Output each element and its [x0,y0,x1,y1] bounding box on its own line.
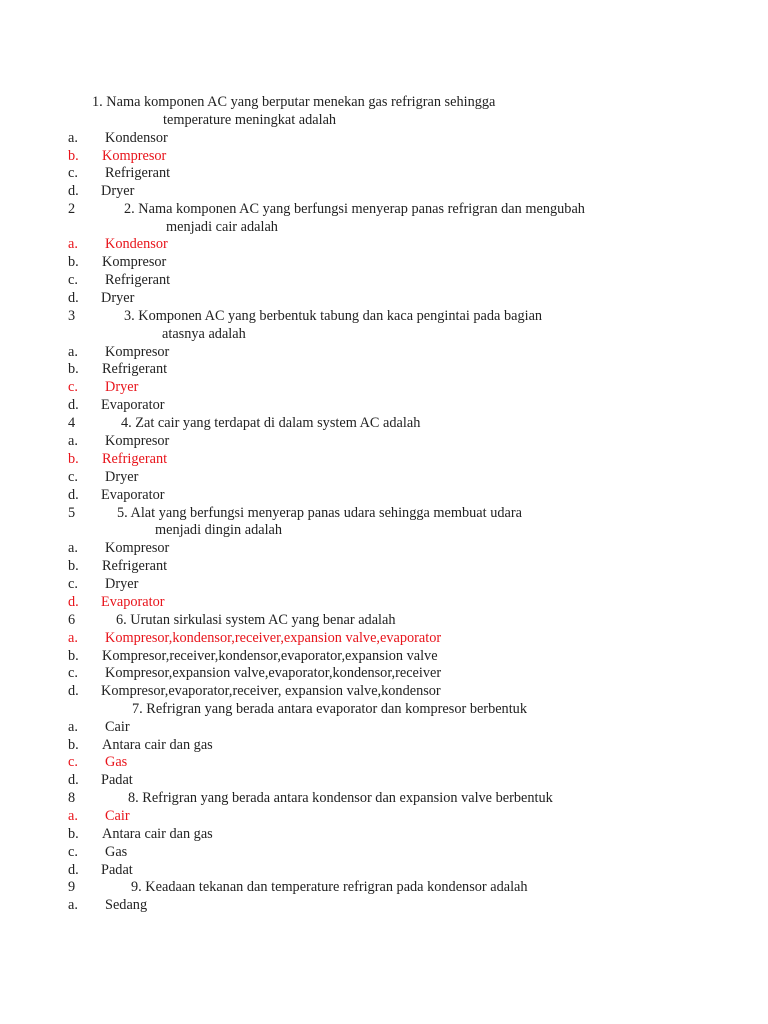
option-marker: a. [68,433,78,449]
option-text: Refrigerant [105,272,171,288]
option-text: Kompresor [105,433,170,449]
option-marker: d. [68,183,79,199]
option-text: Kompresor [105,344,170,360]
option-text: Dryer [105,469,139,485]
option-text: Dryer [101,183,135,199]
option-marker-answer: a. [68,236,78,252]
question-5-text: 5. Alat yang berfungsi menyerap panas udara sehingga membuat udara [117,505,522,521]
option-text-answer: Cair [105,808,130,824]
option-marker: c. [68,844,78,860]
option-marker: a. [68,344,78,360]
question-number: 6 [68,612,76,628]
option-marker-answer: b. [68,148,79,164]
question-number: 8 [68,790,76,806]
option-text: Kompresor,evaporator,receiver, expansion valve,kondensor [101,683,441,699]
option-text-answer: Kondensor [105,236,168,252]
option-text: Antara cair dan gas [102,826,213,842]
option-marker: b. [68,737,79,753]
question-number: 4 [68,415,76,431]
question-8-text: 8. Refrigran yang berada antara kondensor dan expansion valve berbentuk [128,790,553,806]
option-text: Cair [105,719,130,735]
option-marker: d. [68,397,79,413]
option-text-answer: Kompresor [102,148,167,164]
option-marker: c. [68,665,78,681]
option-marker-answer: a. [68,808,78,824]
option-text: Refrigerant [102,558,168,574]
option-text: Evaporator [101,397,165,413]
option-text: Antara cair dan gas [102,737,213,753]
option-marker-answer: c. [68,379,78,395]
question-3-continuation: atasnya adalah [162,326,246,342]
option-text: Kompresor [105,540,170,556]
question-1-continuation: temperature meningkat adalah [163,112,337,128]
option-text: Evaporator [101,487,165,503]
option-text-answer: Gas [105,754,128,770]
question-3-text: 3. Komponen AC yang berbentuk tabung dan kaca pengintai pada bagian [124,308,543,324]
option-text-answer: Evaporator [101,594,165,610]
question-number: 3 [68,308,76,324]
option-text: Kompresor [102,254,167,270]
option-marker: c. [68,165,78,181]
option-text: Sedang [105,897,148,913]
option-marker: c. [68,576,78,592]
option-text: Kondensor [105,130,168,146]
option-marker: a. [68,719,78,735]
question-1-text: 1. Nama komponen AC yang berputar menekan gas refrigran sehingga [92,94,496,110]
option-marker: d. [68,862,79,878]
option-text-answer: Refrigerant [102,451,168,467]
option-text: Refrigerant [102,361,168,377]
option-marker: b. [68,558,79,574]
question-2-text: 2. Nama komponen AC yang berfungsi menyerap panas refrigran dan mengubah [124,201,585,217]
option-text: Gas [105,844,128,860]
option-marker-answer: b. [68,451,79,467]
question-number: 5 [68,505,76,521]
question-number: 2 [68,201,76,217]
option-marker: d. [68,487,79,503]
question-6-text: 6. Urutan sirkulasi system AC yang benar adalah [116,612,396,628]
option-marker: d. [68,683,79,699]
option-marker: c. [68,272,78,288]
option-marker: d. [68,290,79,306]
option-text: Padat [101,862,133,878]
option-text: Padat [101,772,133,788]
option-marker: d. [68,772,79,788]
option-text: Kompresor,expansion valve,evaporator,kondensor,receiver [105,665,442,681]
option-marker: a. [68,540,78,556]
option-marker: b. [68,648,79,664]
option-marker-answer: c. [68,754,78,770]
option-marker-answer: d. [68,594,79,610]
question-number: 9 [68,879,76,895]
option-text: Refrigerant [105,165,171,181]
question-5-continuation: menjadi dingin adalah [155,522,283,538]
option-marker: b. [68,826,79,842]
option-text-answer: Kompresor,kondensor,receiver,expansion valve,evaporator [105,630,442,646]
question-9-text: 9. Keadaan tekanan dan temperature refrigran pada kondensor adalah [131,879,528,895]
option-marker: a. [68,897,78,913]
option-marker: b. [68,254,79,270]
question-7-text: 7. Refrigran yang berada antara evaporator dan kompresor berbentuk [132,701,527,717]
option-marker: b. [68,361,79,377]
option-marker: c. [68,469,78,485]
option-marker-answer: a. [68,630,78,646]
question-2-continuation: menjadi cair adalah [166,219,278,235]
option-text: Kompresor,receiver,kondensor,evaporator,expansion valve [102,648,438,664]
option-text: Dryer [101,290,135,306]
option-text-answer: Dryer [105,379,139,395]
question-4-text: 4. Zat cair yang terdapat di dalam system AC adalah [121,415,421,431]
option-marker: a. [68,130,78,146]
option-text: Dryer [105,576,139,592]
